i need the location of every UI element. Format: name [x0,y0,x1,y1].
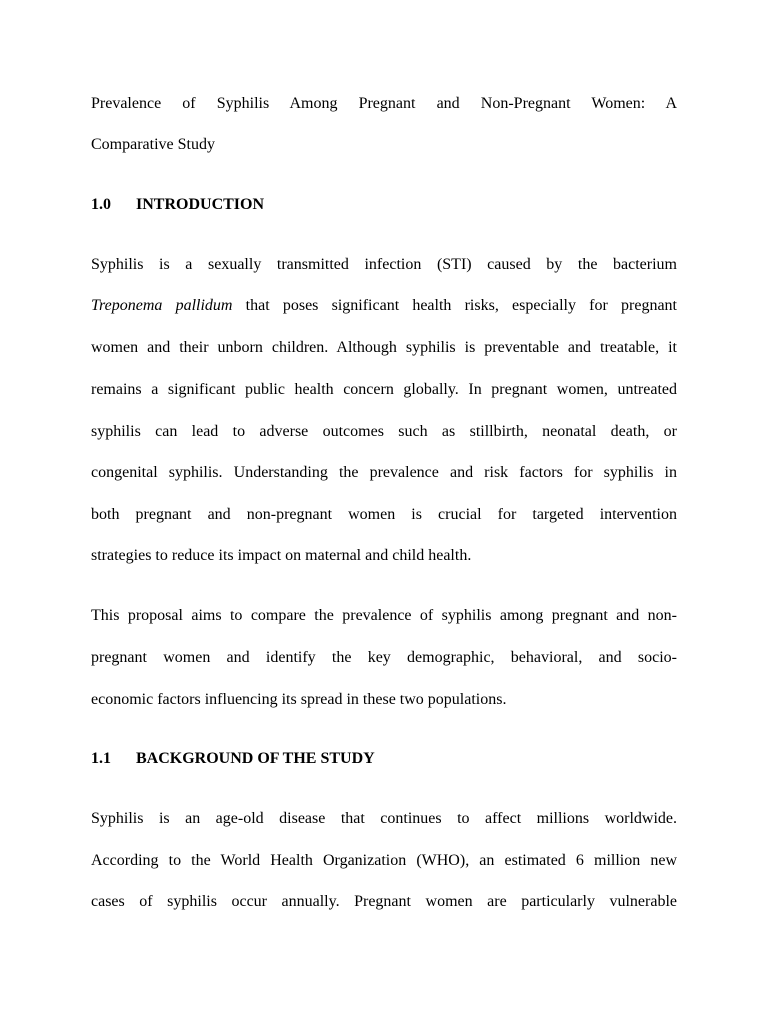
paragraph-line: pregnant women and identify the key demographic, behavioral, and socio- [91,649,677,666]
section-title: BACKGROUND OF THE STUDY [136,750,375,767]
paragraph-line [91,295,677,317]
section-heading-introduction [91,194,677,216]
paragraph-line: congenital syphilis. Understanding the prevalence and risk factors for syphilis in [91,464,677,481]
paragraph-line: both pregnant and non-pregnant women is crucial for targeted intervention [91,506,677,523]
paragraph-line: cases of syphilis occur annually. Pregnant women are particularly vulnerable [91,893,677,910]
document-title-line-1: Prevalence of Syphilis Among Pregnant and Non-Pregnant Women: A [91,95,677,112]
document-title-line-2: Comparative Study [91,136,215,153]
paragraph-line: Syphilis is an age-old disease that continues to affect millions worldwide. [91,810,677,827]
paragraph-line: economic factors influencing its spread in these two populations. [91,691,507,708]
paragraph-line: According to the World Health Organization (WHO), an estimated 6 million new [91,852,677,869]
scientific-name: Treponema pallidum [91,297,233,314]
section-number: 1.0 [91,196,111,213]
paragraph-line: women and their unborn children. Although syphilis is preventable and treatable, it [91,339,677,356]
section-heading-background [91,748,677,770]
paragraph-line: This proposal aims to compare the prevalence of syphilis among pregnant and non- [91,607,677,624]
paragraph-line: syphilis can lead to adverse outcomes such as stillbirth, neonatal death, or [91,423,677,440]
paragraph-text: that poses significant health risks, especially for pregnant [232,297,677,314]
paragraph-line: strategies to reduce its impact on maternal and child health. [91,547,472,564]
paragraph-line: Syphilis is a sexually transmitted infection (STI) caused by the bacterium [91,256,677,273]
paragraph-line: remains a significant public health concern globally. In pregnant women, untreated [91,381,677,398]
section-number: 1.1 [91,750,111,767]
section-title: INTRODUCTION [136,196,265,213]
